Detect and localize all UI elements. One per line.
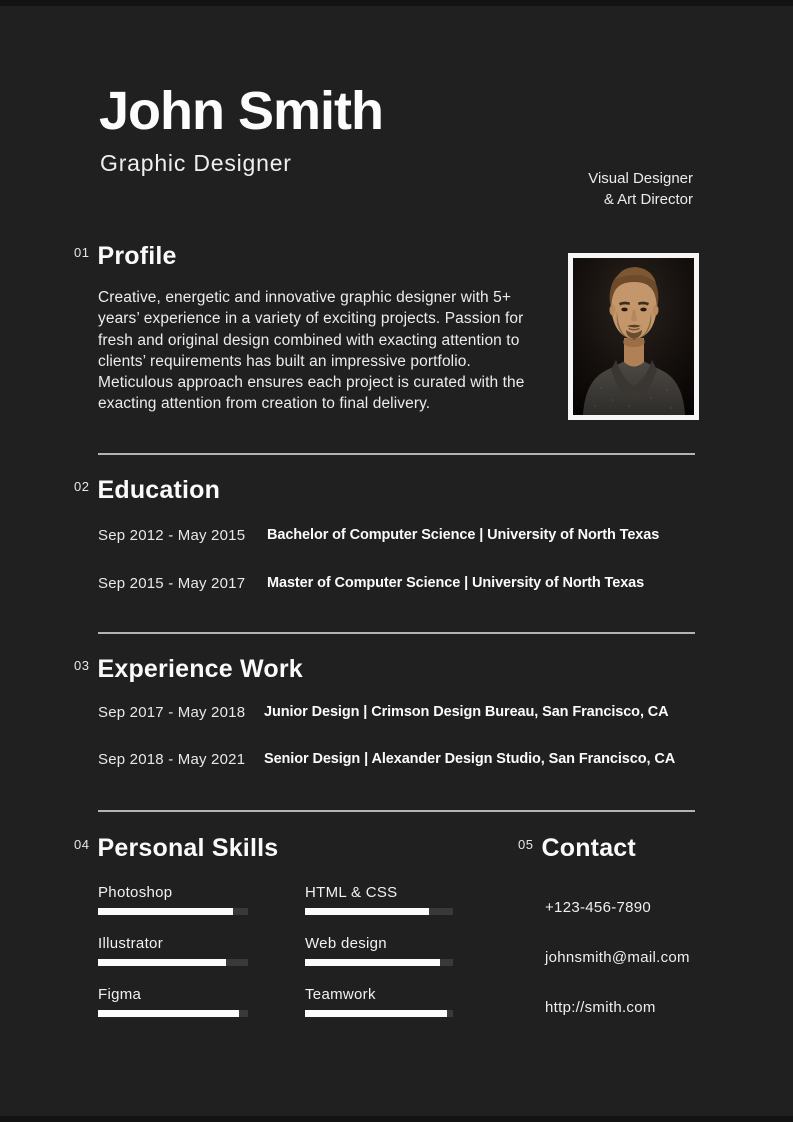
skill-bar-fill	[98, 959, 226, 966]
skill-bar-fill	[305, 908, 429, 915]
section-title-education: Education	[97, 476, 221, 504]
skill-bar-fill	[305, 959, 440, 966]
role-tagline	[588, 168, 693, 210]
section-number-profile: 01	[74, 245, 90, 260]
skill-bar	[305, 908, 453, 915]
section-number-education: 02	[74, 479, 90, 494]
contact-website: http://smith.com	[545, 999, 656, 1016]
section-title-experience: Experience Work	[97, 655, 303, 683]
contact-email: johnsmith@mail.com	[545, 949, 690, 966]
skill-label: HTML & CSS	[305, 884, 398, 901]
skill-bar	[305, 959, 453, 966]
role-line-2: & Art Director	[603, 191, 693, 208]
page-edge-top	[0, 0, 793, 6]
section-number-experience: 03	[74, 658, 90, 673]
section-header-contact	[518, 835, 636, 863]
person-name: John Smith	[99, 81, 383, 141]
portrait-illustration	[573, 258, 694, 415]
contact-list	[545, 897, 690, 1047]
section-divider	[98, 453, 695, 455]
skill-item	[98, 935, 248, 966]
skill-label: Photoshop	[98, 884, 173, 901]
section-header-education	[74, 477, 220, 505]
skill-item	[98, 884, 248, 915]
section-title-skills: Personal Skills	[97, 834, 279, 862]
date-range: Sep 2017 - May 2018	[98, 704, 246, 721]
skill-item	[305, 884, 453, 915]
date-range: Sep 2015 - May 2017	[98, 575, 246, 592]
section-header-skills	[74, 835, 278, 863]
section-divider	[98, 632, 695, 634]
position-detail: Junior Design | Crimson Design Bureau, San Francisco, CA	[264, 704, 669, 720]
section-title-contact: Contact	[541, 834, 636, 862]
skill-bar	[98, 959, 248, 966]
date-range: Sep 2012 - May 2015	[98, 527, 246, 544]
skill-item	[305, 986, 453, 1017]
section-number-contact: 05	[518, 837, 534, 852]
portrait-photo	[568, 253, 699, 420]
section-number-skills: 04	[74, 837, 90, 852]
degree-detail: Bachelor of Computer Science | University of North Texas	[267, 527, 660, 543]
skill-label: Illustrator	[98, 935, 163, 952]
skill-label: Web design	[305, 935, 387, 952]
role-line-1: Visual Designer	[588, 170, 693, 187]
section-divider	[98, 810, 695, 812]
skill-item	[305, 935, 453, 966]
skill-bar-fill	[305, 1010, 447, 1017]
position-detail: Senior Design | Alexander Design Studio, San Francisco, CA	[264, 751, 676, 767]
skill-bar	[305, 1010, 453, 1017]
section-title-profile: Profile	[97, 242, 177, 270]
job-title: Graphic Designer	[100, 150, 292, 176]
page-edge-bottom	[0, 1116, 793, 1122]
skill-label: Teamwork	[305, 986, 376, 1003]
date-range: Sep 2018 - May 2021	[98, 751, 246, 768]
skill-label: Figma	[98, 986, 142, 1003]
skill-bar	[98, 908, 248, 915]
section-header-experience	[74, 656, 303, 684]
profile-text: Creative, energetic and innovative graphic designer with 5+ years’ experience in a variety of exciting projects. Passion for fresh and original design combined with exacting attention to clients’ requirements has built an impressive portfolio. Meticulous approach ensures each project is curated with the exacting attention from creation to final delivery.	[98, 289, 525, 413]
contact-phone: +123-456-7890	[545, 899, 652, 916]
section-header-profile	[74, 243, 177, 271]
skill-bar	[98, 1010, 248, 1017]
degree-detail: Master of Computer Science | University of North Texas	[267, 575, 645, 591]
skill-item	[98, 986, 248, 1017]
skill-bar-fill	[98, 1010, 239, 1017]
skills-grid	[98, 884, 458, 1029]
skill-bar-fill	[98, 908, 233, 915]
